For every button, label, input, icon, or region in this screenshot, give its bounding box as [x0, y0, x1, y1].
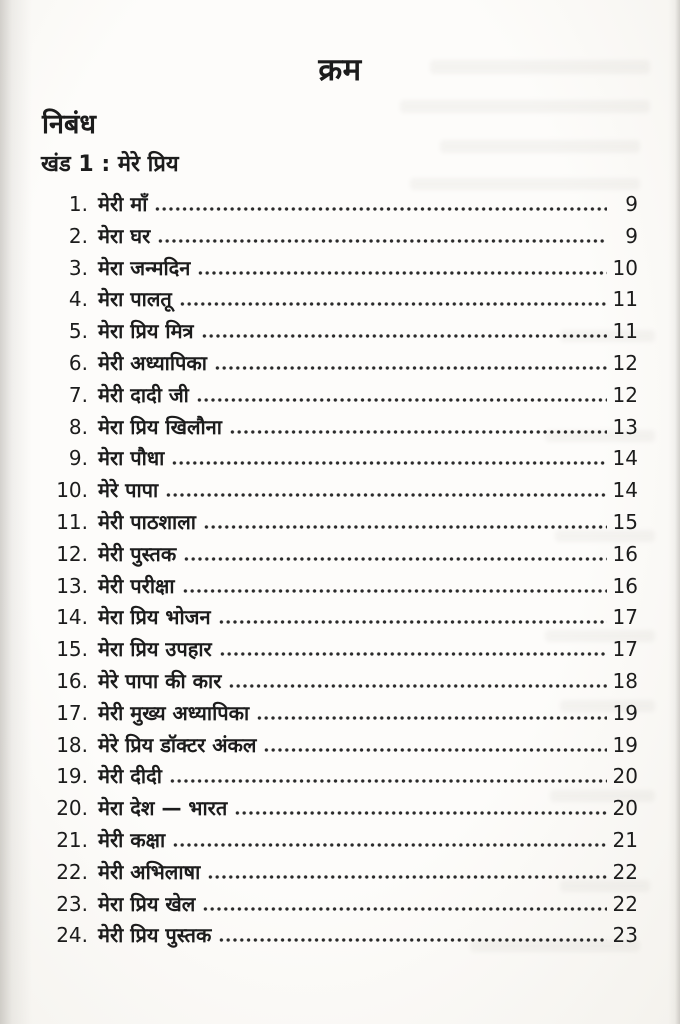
toc-entry — [40, 540, 638, 572]
toc-entry — [40, 190, 638, 222]
dot-leader — [263, 748, 606, 752]
toc-entry — [40, 762, 638, 794]
toc-entry-number: 24. — [56, 923, 88, 948]
toc-entry — [40, 699, 638, 731]
toc-entry-title: मेरे पापा — [98, 478, 159, 503]
toc-entry — [40, 285, 638, 317]
toc-entry-page: 18 — [612, 668, 638, 693]
dot-leader — [214, 366, 607, 370]
toc-entry-number: 20. — [56, 796, 88, 821]
toc-entry-number: 1. — [68, 192, 88, 216]
toc-entry — [40, 731, 638, 763]
toc-entry-title: मेरा प्रिय मित्र — [98, 319, 194, 344]
toc-entry-page: 9 — [625, 192, 638, 216]
toc-entry-title: मेरा देश — भारत — [98, 796, 228, 821]
toc-entry-page: 20 — [612, 764, 638, 789]
toc-entry-title: मेरी प्रिय पुस्तक — [98, 923, 212, 948]
toc-entry-number: 7. — [68, 382, 88, 407]
dot-leader — [203, 525, 607, 529]
toc-entry — [40, 254, 638, 286]
toc-entry — [40, 222, 638, 254]
toc-entry-page: 15 — [612, 509, 638, 534]
dot-leader — [157, 239, 607, 243]
toc-entry-number: 21. — [56, 827, 88, 852]
toc-entry-page: 11 — [612, 319, 638, 344]
section-heading: निबंध — [42, 109, 96, 140]
toc-entry — [40, 508, 638, 540]
table-of-contents — [40, 190, 638, 953]
dot-leader — [219, 652, 607, 656]
toc-entry-page: 16 — [612, 541, 638, 566]
toc-entry-page: 23 — [612, 923, 638, 948]
toc-entry-page: 19 — [612, 700, 638, 725]
toc-entry-number: 5. — [68, 319, 88, 344]
toc-entry-title: मेरा प्रिय खिलौना — [98, 414, 222, 439]
toc-entry-title: मेरी दादी जी — [98, 382, 189, 407]
toc-entry-number: 17. — [56, 700, 88, 725]
toc-entry-page: 10 — [612, 255, 638, 280]
toc-entry — [40, 476, 638, 508]
toc-entry-page: 20 — [612, 796, 638, 821]
toc-entry-title: मेरे पापा की कार — [98, 668, 222, 693]
toc-entry — [40, 444, 638, 476]
subsection-heading: खंड 1 : मेरे प्रिय — [41, 152, 179, 177]
dot-leader — [169, 779, 607, 783]
showthrough-artifact — [440, 140, 640, 153]
toc-entry-page: 9 — [625, 223, 638, 248]
toc-entry-title: मेरी दीदी — [98, 764, 162, 789]
toc-entry-number: 9. — [68, 446, 88, 471]
toc-entry-number: 22. — [56, 859, 88, 884]
dot-leader — [218, 620, 607, 624]
toc-entry — [40, 349, 638, 381]
toc-entry-number: 10. — [56, 478, 88, 503]
toc-entry — [40, 572, 638, 604]
toc-entry-number: 15. — [56, 637, 88, 662]
toc-entry — [40, 635, 638, 667]
toc-entry-page: 22 — [612, 891, 638, 916]
toc-entry — [40, 667, 638, 699]
toc-entry-page: 12 — [612, 382, 638, 407]
toc-entry-number: 4. — [68, 287, 88, 312]
toc-entry-title: मेरी अभिलाषा — [98, 859, 201, 884]
toc-entry-number: 14. — [56, 605, 88, 630]
toc-entry — [40, 858, 638, 890]
toc-entry-title: मेरे प्रिय डॉक्टर अंकल — [98, 732, 257, 757]
dot-leader — [165, 493, 606, 497]
toc-entry-title: मेरी परीक्षा — [98, 573, 175, 598]
dot-leader — [234, 811, 606, 815]
toc-entry-page: 12 — [612, 350, 638, 375]
dot-leader — [207, 875, 606, 879]
toc-entry — [40, 381, 638, 413]
dot-leader — [179, 302, 607, 306]
toc-entry-title: मेरी अध्यापिका — [98, 350, 207, 375]
toc-entry-title: मेरा जन्मदिन — [98, 255, 191, 280]
toc-entry-page: 17 — [612, 605, 638, 630]
toc-entry-title: मेरी पुस्तक — [98, 541, 177, 566]
toc-entry — [40, 413, 638, 445]
dot-leader — [229, 430, 607, 434]
toc-entry-page: 22 — [612, 859, 638, 884]
toc-entry-title: मेरा प्रिय उपहार — [98, 637, 212, 662]
showthrough-artifact — [400, 100, 650, 113]
toc-entry-title: मेरा प्रिय भोजन — [98, 605, 211, 630]
dot-leader — [196, 398, 607, 402]
toc-entry — [40, 826, 638, 858]
toc-entry-title: मेरी माँ — [98, 192, 148, 216]
toc-entry-title: मेरी पाठशाला — [98, 509, 196, 534]
toc-entry-page: 14 — [612, 478, 638, 503]
toc-entry-page: 11 — [612, 287, 638, 312]
toc-entry-number: 13. — [56, 573, 88, 598]
dot-leader — [202, 907, 606, 911]
toc-entry-page: 16 — [612, 573, 638, 598]
dot-leader — [197, 271, 606, 275]
toc-entry-number: 2. — [68, 223, 88, 248]
toc-entry-page: 17 — [612, 637, 638, 662]
toc-entry — [40, 921, 638, 953]
dot-leader — [201, 334, 607, 338]
dot-leader — [183, 557, 606, 561]
toc-entry — [40, 794, 638, 826]
toc-entry-page: 21 — [612, 827, 638, 852]
toc-entry-title: मेरी कक्षा — [98, 827, 166, 852]
toc-entry — [40, 603, 638, 635]
dot-leader — [154, 207, 607, 211]
toc-entry-number: 3. — [68, 255, 88, 280]
dot-leader — [172, 843, 606, 847]
showthrough-artifact — [410, 178, 640, 190]
toc-entry-title: मेरी मुख्य अध्यापिका — [98, 700, 250, 725]
toc-entry-page: 13 — [612, 414, 638, 439]
toc-entry — [40, 890, 638, 922]
toc-entry-number: 8. — [68, 414, 88, 439]
page-title: क्रम — [318, 52, 362, 88]
dot-leader — [228, 684, 606, 688]
toc-entry-number: 18. — [56, 732, 88, 757]
toc-entry-number: 19. — [56, 764, 88, 789]
toc-entry-number: 11. — [56, 509, 88, 534]
dot-leader — [256, 716, 606, 720]
toc-entry-number: 6. — [68, 350, 88, 375]
toc-entry-number: 12. — [56, 541, 88, 566]
dot-leader — [218, 938, 606, 942]
dot-leader — [182, 589, 607, 593]
toc-entry-page: 19 — [612, 732, 638, 757]
toc-entry-title: मेरा घर — [98, 223, 151, 248]
toc-entry-number: 23. — [56, 891, 88, 916]
toc-entry-title: मेरा पालतू — [98, 287, 172, 312]
dot-leader — [171, 461, 606, 465]
toc-entry — [40, 317, 638, 349]
toc-entry-page: 14 — [612, 446, 638, 471]
toc-entry-title: मेरा प्रिय खेल — [98, 891, 196, 916]
toc-entry-title: मेरा पौधा — [98, 446, 165, 471]
toc-entry-number: 16. — [56, 668, 88, 693]
